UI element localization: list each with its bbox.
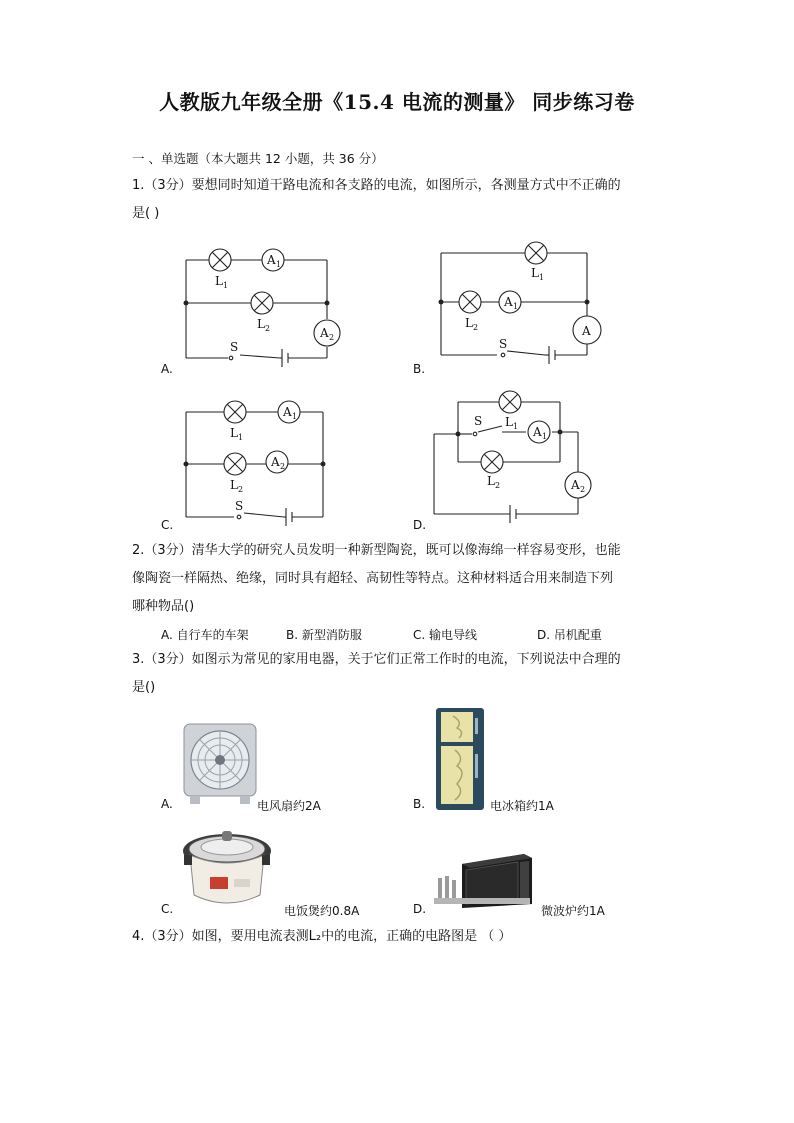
q2-option-c: C. 输电导线	[413, 628, 478, 642]
svg-text:L: L	[465, 316, 473, 330]
svg-text:1: 1	[223, 281, 229, 290]
q2-option-b: B. 新型消防服	[286, 628, 362, 642]
question-1-text: 1.（3分）要想同时知道干路电流和各支路的电流，如图所示，各测量方式中不正确的	[132, 178, 621, 193]
circuit-diagram-d	[430, 388, 605, 523]
question-4-text: 4.（3分）如图，要用电流表测L₂中的电流，正确的电路图是 （ ）	[132, 929, 512, 944]
microwave-image	[432, 850, 537, 912]
question-1-text-cont: 是( )	[132, 206, 160, 221]
question-3-text-cont: 是()	[132, 680, 156, 695]
circuit-diagram-c	[180, 398, 340, 526]
q3-option-d-text: 微波炉约1A	[541, 904, 605, 918]
option-c-label: C.	[161, 518, 174, 532]
svg-text:1: 1	[276, 260, 282, 269]
svg-text:A: A	[271, 455, 280, 469]
fridge-image	[433, 706, 488, 812]
svg-text:1: 1	[542, 432, 548, 441]
svg-text:L: L	[257, 317, 265, 331]
svg-text:S: S	[235, 499, 244, 513]
circuit-diagram-a	[180, 245, 340, 370]
svg-text:2: 2	[580, 485, 586, 494]
question-2-text-cont: 像陶瓷一样隔热、绝缘，同时具有超轻、高韧性等特点。这种材料适合用来制造下列	[132, 571, 614, 586]
svg-text:S: S	[230, 340, 239, 354]
svg-text:L: L	[531, 266, 539, 280]
option-d-label: D.	[413, 518, 427, 532]
q3-option-d-letter: D.	[413, 902, 427, 916]
svg-text:2: 2	[280, 462, 286, 471]
label-ammeter: A	[267, 253, 276, 267]
q2-option-d: D. 吊机配重	[537, 628, 602, 642]
section-heading: 一 、单选题（本大题共 12 小题，共 36 分）	[132, 151, 384, 166]
svg-text:A: A	[320, 326, 329, 340]
svg-text:L: L	[215, 274, 223, 288]
svg-text:A: A	[533, 425, 542, 439]
q3-option-a-text: 电风扇约2A	[257, 799, 321, 813]
q3-option-b-letter: B.	[413, 797, 426, 811]
svg-text:2: 2	[495, 481, 501, 490]
svg-text:A: A	[504, 295, 513, 309]
rice-cooker-image	[180, 825, 275, 913]
svg-text:L: L	[230, 478, 238, 492]
page-title: 人教版九年级全册《15.4 电流的测量》 同步练习卷	[159, 90, 635, 114]
svg-text:A: A	[283, 405, 292, 419]
question-2-text: 2.（3分）清华大学的研究人员发明一种新型陶瓷，既可以像海绵一样容易变形，也能	[132, 543, 621, 558]
svg-text:2: 2	[329, 333, 335, 342]
q3-option-a-letter: A.	[161, 797, 173, 811]
svg-text:1: 1	[539, 273, 545, 282]
svg-text:L: L	[230, 426, 238, 440]
svg-text:A: A	[571, 478, 580, 492]
q3-option-c-text: 电饭煲约0.8A	[284, 904, 360, 918]
question-3-text: 3.（3分）如图示为常见的家用电器，关于它们正常工作时的电流，下列说法中合理的	[132, 652, 621, 667]
svg-text:2: 2	[238, 485, 244, 494]
svg-text:A: A	[582, 324, 591, 338]
q3-option-b-text: 电冰箱约1A	[490, 799, 554, 813]
svg-text:S: S	[499, 337, 508, 351]
option-a-label: A.	[161, 362, 173, 376]
svg-text:2: 2	[265, 324, 271, 333]
q2-option-a: A. 自行车的车架	[161, 628, 249, 642]
svg-text:1: 1	[513, 302, 519, 311]
q3-option-c-letter: C.	[161, 902, 174, 916]
svg-text:1: 1	[238, 433, 244, 442]
svg-text:S: S	[474, 414, 483, 428]
option-b-label: B.	[413, 362, 426, 376]
circuit-diagram-b	[435, 240, 610, 370]
svg-text:1: 1	[513, 422, 519, 431]
svg-text:L: L	[487, 474, 495, 488]
svg-text:1: 1	[292, 412, 298, 421]
svg-text:2: 2	[473, 323, 479, 332]
question-2-text-cont2: 哪种物品()	[132, 599, 195, 614]
fan-image	[180, 720, 260, 806]
svg-text:L: L	[505, 415, 513, 429]
